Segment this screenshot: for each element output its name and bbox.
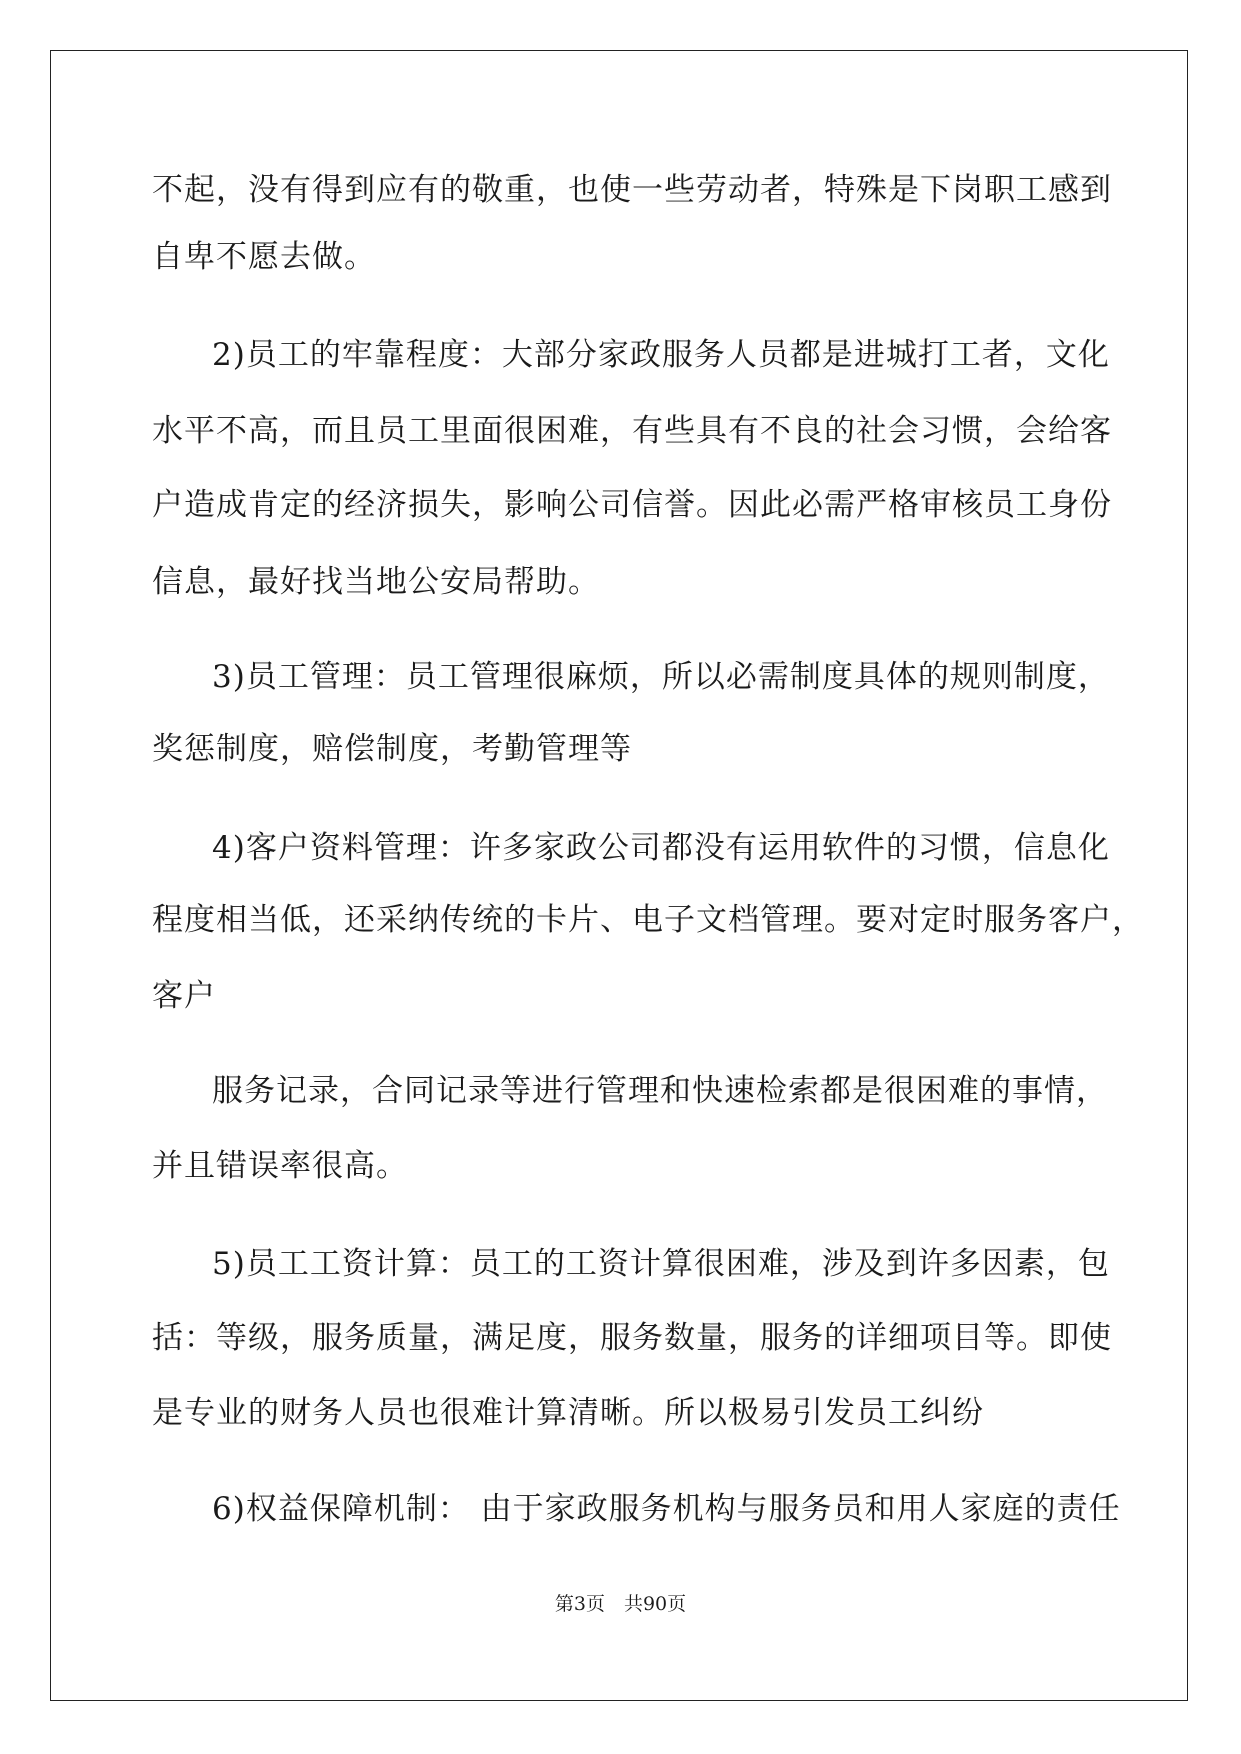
paragraph-4-line-2: 程度相当低，还采纳传统的卡片、电子文档管理。要对定时服务客户， [152, 902, 1144, 938]
paragraph-3-line-2: 奖惩制度，赔偿制度，考勤管理等 [152, 731, 632, 767]
paragraph-3-line-1: 3)员工管理：员工管理很麻烦，所以必需制度具体的规则制度， [212, 659, 1110, 695]
paragraph-2-line-2: 水平不高，而且员工里面很困难，有些具有不良的社会习惯，会给客 [152, 413, 1112, 449]
page-border [50, 50, 1188, 1701]
paragraph-7-line-1: 6)权益保障机制： 由于家政服务机构与服务员和用人家庭的责任 [212, 1491, 1121, 1527]
paragraph-5-line-2: 并且错误率很高。 [152, 1148, 408, 1184]
page-number: 第3页 共90页 [554, 1593, 687, 1615]
paragraph-2-line-1: 2)员工的牢靠程度：大部分家政服务人员都是进城打工者，文化 [212, 337, 1110, 373]
text-line-1: 不起，没有得到应有的敬重，也使一些劳动者，特殊是下岗职工感到 [152, 172, 1112, 208]
paragraph-4-line-1: 4)客户资料管理：许多家政公司都没有运用软件的习惯，信息化 [212, 830, 1110, 866]
paragraph-6-line-1: 5)员工工资计算：员工的工资计算很困难，涉及到许多因素，包 [212, 1246, 1110, 1282]
paragraph-5-line-1: 服务记录，合同记录等进行管理和快速检索都是很困难的事情， [212, 1073, 1108, 1109]
text-line-2: 自卑不愿去做。 [152, 239, 376, 275]
paragraph-2-line-3: 户造成肯定的经济损失，影响公司信誉。因此必需严格审核员工身份 [152, 487, 1112, 523]
paragraph-4-line-3: 客户 [152, 978, 216, 1014]
paragraph-6-line-3: 是专业的财务人员也很难计算清晰。所以极易引发员工纠纷 [152, 1395, 984, 1431]
paragraph-6-line-2: 括：等级，服务质量，满足度，服务数量，服务的详细项目等。即使 [152, 1320, 1112, 1356]
paragraph-2-line-4: 信息，最好找当地公安局帮助。 [152, 564, 600, 600]
